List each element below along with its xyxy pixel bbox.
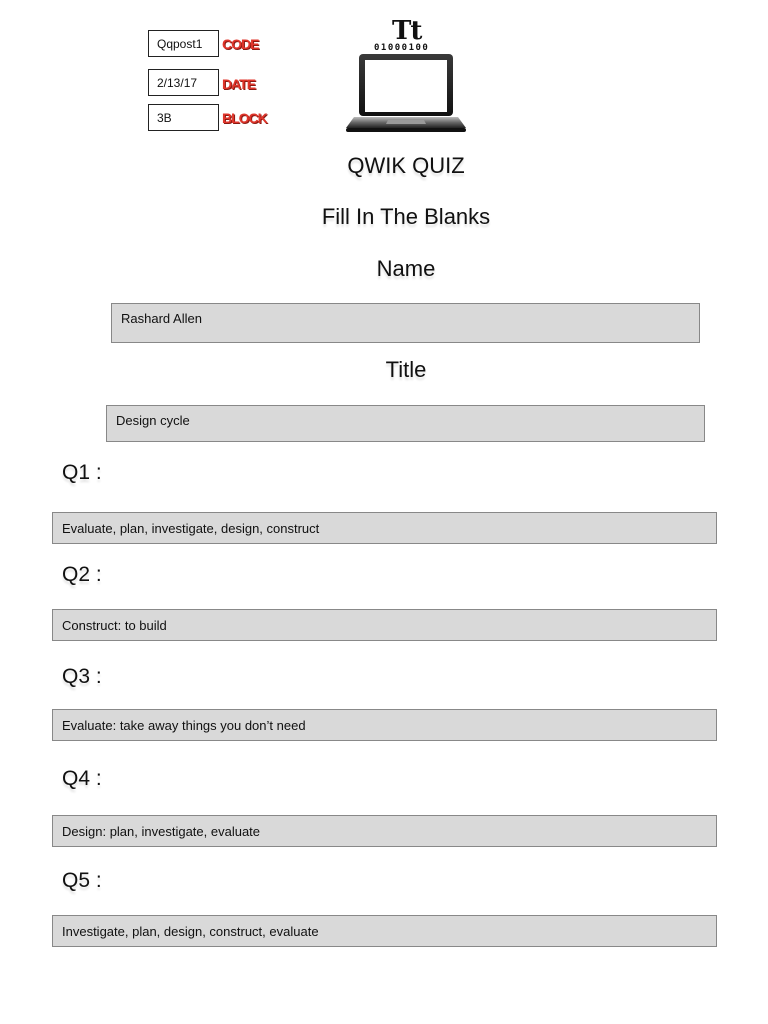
answer-field[interactable] [52, 512, 717, 544]
answer-field[interactable] [52, 709, 717, 741]
title-value: Design cycle [116, 413, 190, 428]
quiz-subtitle: Fill In The Blanks [321, 204, 491, 229]
answer-text: Evaluate: take away things you don’t need [62, 717, 306, 733]
answer-text: Design: plan, investigate, evaluate [62, 823, 261, 839]
logo-letters: Tt [392, 16, 422, 46]
name-field[interactable] [111, 303, 700, 343]
logo-binary: 01000100 [374, 43, 430, 53]
title-field[interactable] [106, 405, 705, 442]
question-label: Q4 : [62, 767, 102, 790]
code-label: CODE [222, 36, 259, 52]
date-value: 2/13/17 [157, 75, 198, 90]
block-value: 3B [157, 110, 172, 125]
answer-text: Construct: to build [62, 617, 167, 633]
name-value: Rashard Allen [121, 311, 202, 326]
question-label: Q2 : [62, 563, 102, 586]
question-label: Q3 : [62, 665, 102, 688]
block-label: BLOCK [222, 110, 267, 126]
answer-field[interactable] [52, 609, 717, 641]
answer-text: Investigate, plan, design, construct, evaluate [62, 923, 319, 939]
answer-field[interactable] [52, 915, 717, 947]
answer-field[interactable] [52, 815, 717, 847]
date-label: DATE [222, 76, 256, 92]
name-heading: Name [376, 256, 436, 281]
code-value: Qqpost1 [157, 36, 203, 51]
question-label: Q5 : [62, 869, 102, 892]
date-field[interactable] [148, 69, 219, 96]
block-field[interactable] [148, 104, 219, 131]
title-heading: Title [385, 357, 427, 382]
laptop-icon [344, 54, 468, 136]
question-label: Q1 : [62, 461, 102, 484]
quiz-title: QWIK QUIZ [347, 153, 465, 178]
code-field[interactable] [148, 30, 219, 57]
answer-text: Evaluate, plan, investigate, design, construct [62, 520, 320, 536]
logo [340, 14, 472, 136]
